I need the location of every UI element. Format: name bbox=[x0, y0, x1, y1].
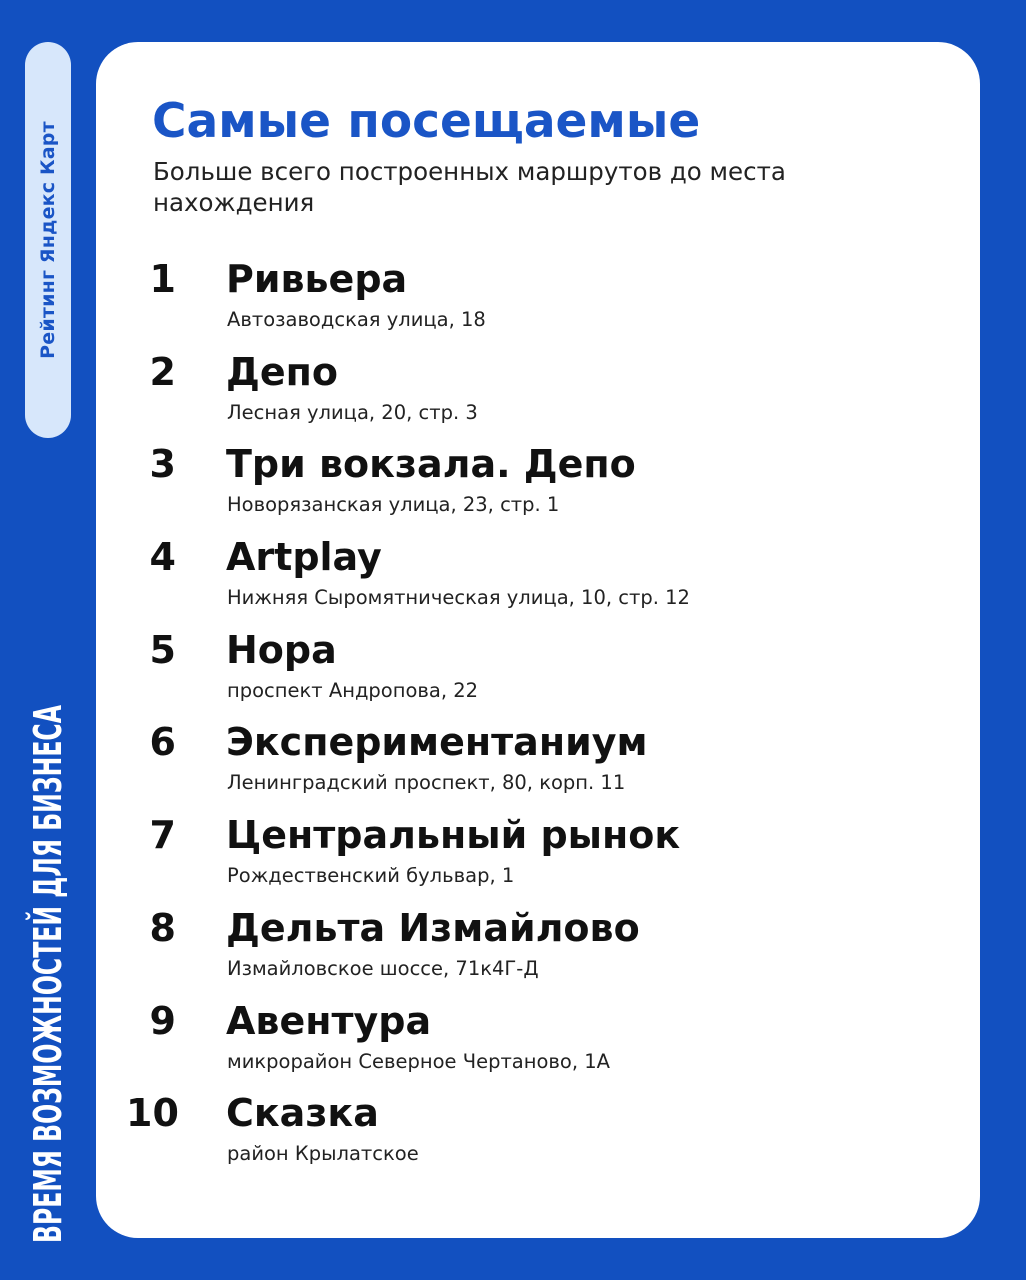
list-item bbox=[96, 903, 980, 996]
list-item bbox=[96, 347, 980, 440]
list-item bbox=[96, 439, 980, 532]
page-subtitle: Больше всего построенных маршрутов до места нахождения bbox=[153, 157, 786, 217]
place-address: Новорязанская улица, 23, стр. 1 bbox=[227, 493, 560, 517]
list-item bbox=[96, 717, 980, 810]
rank-number: 3 bbox=[149, 442, 176, 487]
place-name: Депо bbox=[226, 349, 338, 394]
rank-number: 9 bbox=[149, 998, 176, 1043]
list-item bbox=[96, 810, 980, 903]
side-slogan: ВРЕМЯ ВОЗМОЖНОСТЕЙ ДЛЯ БИЗНЕСА bbox=[26, 705, 70, 1243]
rank-number: 2 bbox=[149, 349, 176, 394]
rank-number: 10 bbox=[126, 1091, 179, 1136]
rating-card bbox=[96, 42, 980, 1238]
place-address: район Крылатское bbox=[227, 1142, 419, 1166]
place-name: Три вокзала. Депо bbox=[226, 442, 636, 487]
place-address: Рождественский бульвар, 1 bbox=[227, 864, 515, 888]
place-address: Нижняя Сыромятническая улица, 10, стр. 12 bbox=[227, 586, 690, 610]
place-name: Artplay bbox=[226, 535, 382, 580]
side-rating-label: Рейтинг Яндекс Карт bbox=[37, 121, 59, 359]
place-address: микрорайон Северное Чертаново, 1А bbox=[227, 1049, 611, 1073]
rank-number: 7 bbox=[149, 813, 176, 858]
place-address: Ленинградский проспект, 80, корп. 11 bbox=[227, 771, 626, 795]
place-name: Сказка bbox=[226, 1091, 379, 1136]
place-name: Авентура bbox=[226, 998, 432, 1043]
ranking-list bbox=[96, 254, 980, 1181]
rank-number: 4 bbox=[149, 535, 176, 580]
place-address: проспект Андропова, 22 bbox=[227, 678, 479, 702]
rank-number: 5 bbox=[149, 627, 176, 672]
list-item bbox=[96, 996, 980, 1089]
place-name: Нора bbox=[226, 627, 337, 672]
place-address: Автозаводская улица, 18 bbox=[227, 308, 486, 331]
list-item bbox=[96, 1088, 980, 1181]
list-item bbox=[96, 625, 980, 718]
page-title: Самые посещаемые bbox=[152, 94, 701, 149]
rank-number: 6 bbox=[149, 720, 176, 765]
rank-number: 1 bbox=[149, 257, 176, 301]
place-name: Центральный рынок bbox=[226, 813, 681, 858]
rank-number: 8 bbox=[149, 905, 176, 950]
place-address: Измайловское шоссе, 71к4Г-Д bbox=[227, 956, 539, 980]
place-name: Дельта Измайлово bbox=[226, 905, 640, 950]
list-item bbox=[96, 532, 980, 625]
place-name: Ривьера bbox=[226, 257, 408, 301]
place-address: Лесная улица, 20, стр. 3 bbox=[227, 400, 478, 424]
list-item bbox=[96, 254, 980, 347]
place-name: Экспериментаниум bbox=[226, 720, 648, 765]
